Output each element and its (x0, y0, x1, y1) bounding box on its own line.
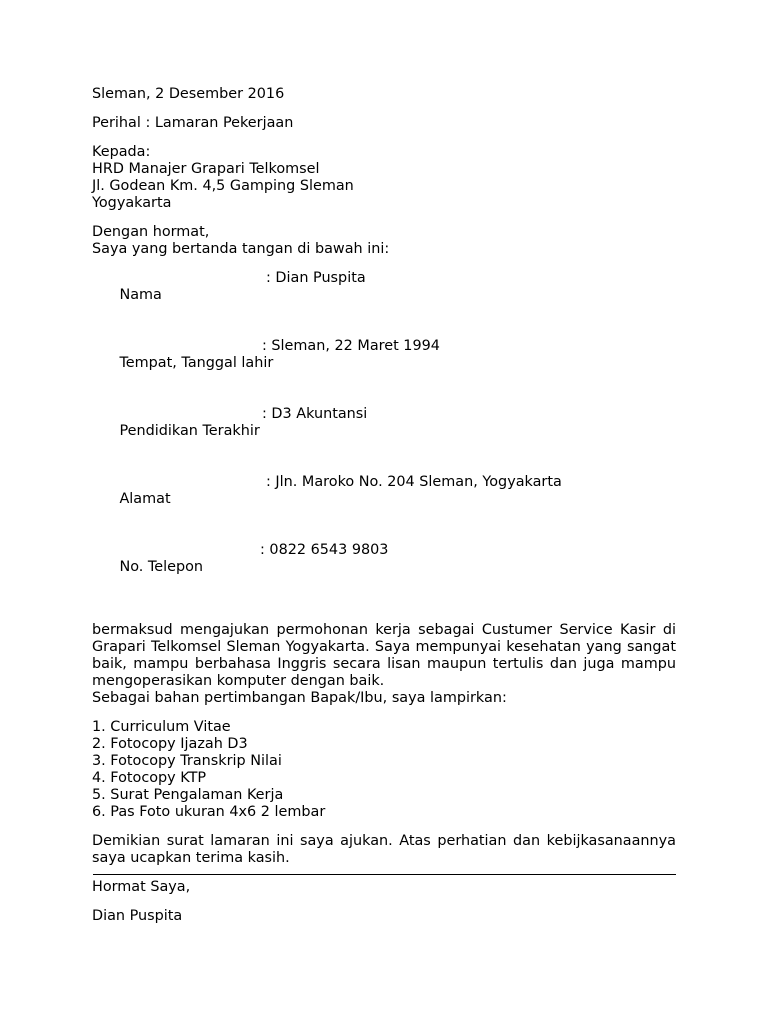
subject-line (92, 115, 676, 132)
closing-paragraph: Demikian surat lamaran ini saya ajukan. Atas perhatian dan kebijkasanaannya saya ucapkan terima kasih. (92, 833, 676, 866)
body-block (92, 622, 676, 707)
detail-label: Alamat (119, 491, 171, 507)
attachment-list (92, 719, 676, 821)
signature-name: Dian Puspita (92, 908, 183, 924)
subject-text: Perihal : Lamaran Pekerjaan (92, 115, 294, 131)
applicant-details (92, 270, 676, 610)
list-item: 1. Curriculum Vitae (92, 719, 231, 735)
detail-row-address (92, 474, 676, 542)
recipient-block (92, 144, 676, 212)
recipient-city: Yogyakarta (92, 195, 172, 211)
closing-phrase: Hormat Saya, (92, 879, 191, 895)
closing-block (92, 879, 676, 896)
closing-paragraph-block (92, 833, 676, 867)
salutation: Dengan hormat, (92, 224, 210, 240)
recipient-greeting: Kepada: (92, 144, 151, 160)
opening-block (92, 224, 676, 258)
list-item: 6. Pas Foto ukuran 4x6 2 lembar (92, 804, 326, 820)
list-item: 4. Fotocopy KTP (92, 770, 207, 786)
list-item: 2. Fotocopy Ijazah D3 (92, 736, 248, 752)
detail-label: No. Telepon (119, 559, 204, 575)
detail-value: : 0822 6543 9803 (260, 542, 389, 558)
list-item: 5. Surat Pengalaman Kerja (92, 787, 284, 803)
detail-row-birth (92, 338, 676, 406)
detail-label: Tempat, Tanggal lahir (119, 355, 274, 371)
detail-row-name (92, 270, 676, 338)
signature-block (92, 908, 676, 925)
detail-row-phone (92, 542, 676, 610)
place-date (92, 86, 676, 103)
body-paragraph: bermaksud mengajukan permohonan kerja sebagai Custumer Service Kasir di Grapari Telkomsel Sleman Yogyakarta. Saya mempunyai kesehatan yang sangat baik, mampu berbahasa Inggris secara lisan maupun tertulis dan juga mampu mengoperasikan komputer dengan baik. (92, 622, 676, 689)
detail-label: Pendidikan Terakhir (119, 423, 260, 439)
detail-label: Nama (119, 287, 162, 303)
detail-value: : Dian Puspita (266, 270, 366, 286)
letter-page (92, 86, 676, 925)
recipient-name: HRD Manajer Grapari Telkomsel (92, 161, 320, 177)
list-item: 3. Fotocopy Transkrip Nilai (92, 753, 282, 769)
detail-value: : Jln. Maroko No. 204 Sleman, Yogyakarta (266, 474, 562, 490)
detail-value: : Sleman, 22 Maret 1994 (262, 338, 440, 354)
intro-sentence: Saya yang bertanda tangan di bawah ini: (92, 241, 390, 257)
recipient-street: Jl. Godean Km. 4,5 Gamping Sleman (92, 178, 354, 194)
detail-value: : D3 Akuntansi (262, 406, 368, 422)
place-date-text: Sleman, 2 Desember 2016 (92, 86, 285, 102)
attachment-intro: Sebagai bahan pertimbangan Bapak/Ibu, saya lampirkan: (92, 690, 507, 706)
detail-row-education (92, 406, 676, 474)
page-divider (93, 874, 676, 875)
